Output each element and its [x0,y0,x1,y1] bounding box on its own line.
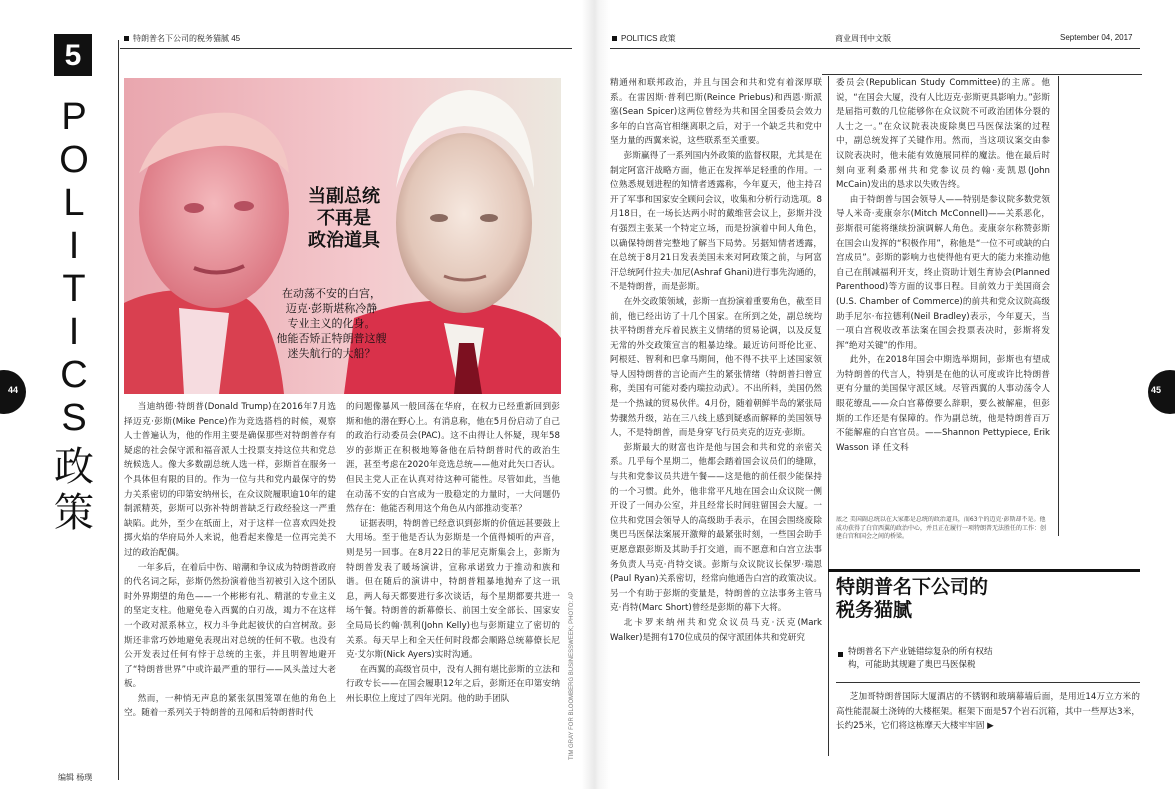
header-rule [610,48,1140,49]
side-letter: L [63,182,85,224]
teaser-headline-line-2: 税务猫腻 [836,599,913,621]
side-letter: C [60,354,88,396]
magazine-name: 商业周刊中文版 [835,34,891,43]
paragraph: 由于特朗普与国会领导人——特别是参议院多数党领导人米奇·麦康奈尔(Mitch McConnell)——关系恶化，彭斯很可能将继续扮演调解人角色。麦康奈尔称赞彭斯在国会山发挥的“积极作用”，称他是“一位不可或缺的白宫成员”。彭斯的影响力也使得他有更大的能力来推动他自己在削减福利开支，终止资助计划生育协会(Planned Parenthood)等方面的议事日程。目前效力于美国商会(U.S. Chamber of Commerce)的前共和党众议院高级助手尼尔·布拉德利(Neil Bradley)表示，今年夏天，当一项白宫税收改革法案在国会投票表决时，彭斯将发挥“绝对关键”的作用。 [836,194,1050,351]
cover-headline-line-3: 政治道具 [308,230,380,251]
right-page [600,0,1175,789]
header-rule [120,48,572,49]
running-header: 特朗普名下公司的税务猫腻 45 [133,34,241,43]
cover-deck-line-1: 在动荡不安的白宫， [282,287,381,300]
side-letter: S [61,397,87,439]
side-letter: I [68,225,80,267]
cover-deck-line-2: 迈克·彭斯堪称冷静 [285,302,378,315]
issue-date: September 04, 2017 [1060,33,1133,42]
side-cn-char: 策 [54,490,94,536]
paragraph: 北卡罗来纳州共和党众议员马克·沃克(Mark Walker)是拥有170位成员的保守派团体共和党研究 [610,617,822,643]
side-title [48,96,100,540]
article-column-4 [836,76,1050,508]
footer-editor: 编辑 杨璞 [58,773,93,782]
paragraph: 当迪纳德·特朗普(Donald Trump)在2016年7月选择迈克·彭斯(Mike Pence)作为竞选搭档的时候，观察人士普遍认为，他的作用主要是确保那些对特朗普存有疑虑的社会保守派和福音派人士投票支持这位共和党总统候选人。像大多数副总统人选一样，彭斯首在服务一个具体但有限的目的。作为一位与共和党内最保守的势力关系密切的印第安纳州长，在众议院履职逾10年的建制派精英，彭斯可以弥补特朗普缺乏行政经验这一严重缺陷。此外，至少在纸面上，对于这样一位喜欢四处投掷火焰的华府局外人来说，他看起来像是一位再完美不过的政治配偶。 [124,402,336,558]
side-letter: P [61,96,87,138]
side-letter: O [59,139,89,181]
header-bullet [124,36,129,41]
side-cn [48,444,100,536]
section-number: 5 [64,39,82,72]
paragraph: 在外交政策领域，彭斯一直扮演着重要角色，截至目前，他已经出访了十几个国家。在所到之处，副总统均扶平特朗普充斥着民族主义情绪的贸易论调，以及反复无常的外交政策宣言的粗暴边缘。最近访问哥伦比亚、阿根廷、智利和巴拿马期间，他不得不扶平上述国家领导人因特朗普的言论而产生的紧张情绪（特朗普扫曾宣称，美国有可能对委内瑞拉动武）。不出所料，美国仍然是一个热诚的贸易伙伴。4月份，随着朝鲜半岛的紧张局势骤然升级，站在三八线上感到疑惑而解释的美国领导人，不是特朗普，而是身穿飞行员夹克的迈克·彭斯。 [610,296,822,439]
teaser-deck: 特朗普名下产业链错综复杂的所有权结构，可能助其规避了奥巴马医保税 [848,647,993,670]
cover-illustration [124,78,561,394]
teaser-headline [836,576,1076,622]
article-column-1 [124,400,336,756]
paragraph: 彭斯赢得了一系列国内外政策的监督权限，尤其是在制定阿富汗战略方面，他正在发挥举足轻重的作用。一位熟悉规划进程的知情者透露称，今年夏天，他主持召开了军事和国家安全顾问会议，收集和分析行动选项。8月18日，在一场长达两小时的戴维营会议上，彭斯并没有强烈主张某一个特定立场，而是扮演着中间人角色，以确保特朗普完整地了解当下局势。另据知情者透露，在总统于8月21日发表美国未来对阿政策之前，与阿富汗总统阿什拉夫·加尼(Ashraf Ghani)进行事先沟通的，不是特朗普，而是彭斯。 [610,150,822,293]
article-column-2 [346,400,560,756]
left-page [0,0,583,789]
paragraph: 委员会(Republican Study Committee)的主席。他说，“在国会大厦，没有人比迈克·彭斯更具影响力。”彭斯是届指可数的几位能够你在众议院不可政治团体分裂的人士之一。”在众议院表决废除奥巴马医保法案的过程中，副总统发挥了关键作用。然而，当这项议案交由参议院表决时，他未能有效施展同样的魔法。他在最后时刻向亚利桑那州共和党参议员约翰·麦凯恩(John McCain)发出的恳求以失败告终。 [836,78,1050,191]
photo-caption: 底之 美国副总统以在大家都是总统的政治道具，而63个的迈克·彭斯却不是。他成功获得了白宫西翼的政治中心，并且正在履行一项特朗普无法胜任的工作：创建白宫和国会之间的桥梁。 [836,516,1047,540]
side-letter: I [68,311,80,353]
teaser-body-rule [836,682,1140,683]
paragraph: 证据表明，特朗普已经意识到彭斯的价值远甚要鼓上大用场。至于他是否认为彭斯是一个值得倾听的声音，则是另一回事。在8月22日的菲尼克斯集会上，彭斯为特朗普发表了暖场演讲，宣称承诺致力于推动和族和谐。但在随后的演讲中，特朗普粗暴地抛弃了这一讯息，两人每天都要进行多次谈话，每个星期都要共进一场午餐。特朗普的新幕僚长、前国土安全部长、国家安全局局长约翰·凯利(John Kelly)也与彭斯建立了密切的关系。每天早上和全天任何时段都会顺路总统幕僚长尼克·艾尔斯(Nick Ayers)实时沟通。 [346,518,560,661]
column-rule [828,76,829,756]
section-header: POLITICS 政策 [621,34,676,43]
paragraph: 芝加哥特朗普国际大厦酒店的不锈钢和玻璃幕墙后面，是用近14万立方米的高性能混凝土浇铸的大楼框架。框架下面是57个岩石沉箱，其中一些厚达3米，长约25米，它们将这栋摩天大楼牢牢固 ▶ [836,692,1140,732]
photo-credit: TIM GRAY FOR BLOOMBERG BUSINESSWEEK; PHOTO: AP [569,591,575,760]
cover-headline-line-2: 不再是 [317,208,371,229]
side-cn-char: 政 [54,444,94,490]
paragraph: 然而，一种悄无声息的紧张氛围笼罩在他的角色上空。随着一系列关于特朗普的丑闻和后特朗普时代 [124,693,336,719]
cover-headline [274,186,414,252]
paragraph: 彭斯最大的财富也许是他与国会和共和党的亲密关系。几乎每个星期二，他都会踏着国会议员们的缝隙，与共和党参议员共进午餐——这是他的前任很少能保持的一个习惯。此外，他非常平凡地在国会山众议院一侧开设了一间办公室，并且经常长时间驻留国会大厦。一位共和党国会领导人的高级助手表示，在国会围绕废除奥巴马医保法案展开激辩的最紧张时刻，一些国会助手更愿意跟彭斯及其助手打交道，而不愿意和白宫立法事务负责人马克·肖特交谈。彭斯与众议院议长保罗·瑞恩(Paul Ryan)关系密切，经常向他通告白宫的政策决议。另一个有助于彭斯的变量是，特朗普的立法事务主管马克·肖特(Marc Short)曾经是彭斯的幕下大将。 [610,442,822,614]
column-top-rule [822,74,1142,75]
paragraph: 此外，在2018年国会中期选举期间，彭斯也有望成为特朗普的代言人，特别是在他的认可度或许比特朗普更有分量的美国保守派区域。尽管西翼的人事动荡令人眼花缭乱——众白宫幕僚要么辞职，要么被解雇，但彭斯的工作还是有保障的。作为副总统，他是特朗普百万不能解雇的白宫官员。——Shannon Pettypiece, Erik Wasson 译 任文科 [836,355,1050,453]
cover-deck-line-3: 专业主义的化身。 [287,317,376,330]
paragraph: 精通州和联邦政治，并且与国会和共和党有着深厚联系。在雷因斯·普利巴斯(Reince Priebus)和西恩·斯派塞(Sean Spicer)这两位曾经为共和国全国委员会效力多年的白宫高官相继离职之后，对于一个缺乏共和党中坚力量的西翼来说，这些联系至关重要。 [610,78,822,147]
right-page-rule [1058,76,1059,536]
teaser-bullet [838,652,843,657]
header-bullet [612,36,617,41]
article-column-3 [610,76,822,754]
cover-deck [244,286,419,361]
side-letter: T [62,268,86,310]
side-letters [48,96,100,440]
right-page-number: 45 [1151,385,1162,395]
teaser-headline-line-1: 特朗普名下公司的 [836,576,989,598]
paragraph: 一年多后，在着后中伤、暗潮和争议成为特朗普政府的代名词之际，彭斯仍然扮演着他当初被引入这个团队时外界期望的角色——一个彬彬有礼、精湛的专业主义的坚定支柱。他避免卷入西翼的白刃战，竭力不在这样一个政对派系林立，权力斗争此起彼伏的白宫树敌。彭斯还非常巧妙地避免表现出对总统的任何不敬。也没有公开发表过任何有悖于总统的主张，并且明智地避开了“特朗普世界”中或许最严重的罪行——风头盖过大老板。 [124,562,336,690]
paragraph: 的问题像暴风一般回荡在华府，在权力已经重新回到彭斯和他的潜在野心上。有消息称，他在5月份启动了自己的政治行动委员会(PAC)。这不由得让人怀疑，现年58岁的彭斯正在积极地筹备他在后特朗普时代的政治生涯，甚至考虑在2020年竞选总统——他对此矢口否认。但民主党人正在认真对待这种可能性。尽管如此，当他在动荡不安的白宫成为一股稳定的力量时，一大问题仍然存在：他能否利用这个角色从内部推动变革？ [346,402,560,515]
cover-deck-line-5: 迷失航行的大船？ [287,347,376,360]
left-page-rule [118,40,119,780]
paragraph: 在西翼的高级官员中，没有人拥有堪比彭斯的立法和行政专长——在国会履职12年之后，彭斯还在印第安纳州长职位上度过了四年光阴。他的助手团队 [346,664,560,704]
teaser-body[interactable] [836,690,1140,756]
teaser-rule [828,569,1140,572]
cover-headline-line-1: 当副总统 [308,186,380,207]
cover-deck-line-4: 他能否矫正特朗普这艘 [276,332,387,345]
left-page-number: 44 [8,385,19,395]
